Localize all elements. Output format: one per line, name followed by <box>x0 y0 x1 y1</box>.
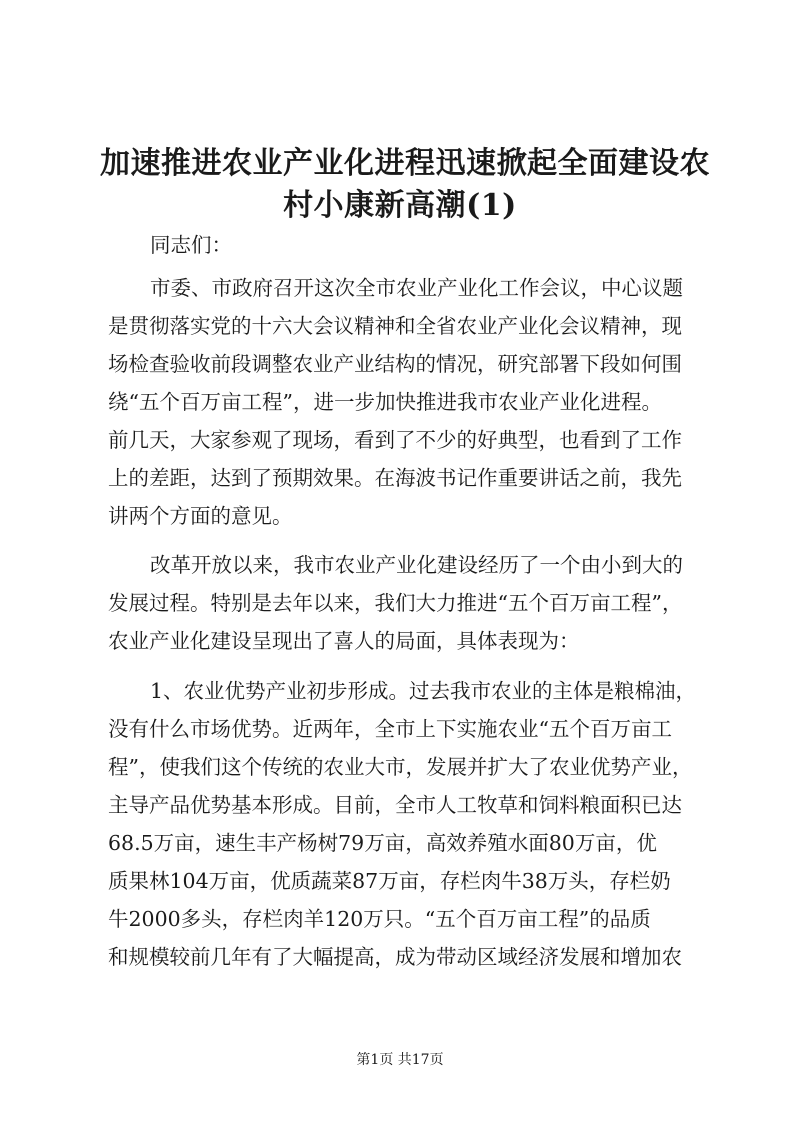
paragraph-1-line-1: 市委、市政府召开这次全市农业产业化工作会议，中心议题 <box>150 276 683 300</box>
paragraph-2-line-2: 发展过程。特别是去年以来，我们大力推进“五个百万亩工程”， <box>108 591 683 615</box>
paragraph-3-line-8: 和规模较前几年有了大幅提高，成为带动区域经济发展和增加农 <box>108 945 682 969</box>
paragraph-2-line-3: 农业产业化建设呈现出了喜人的局面，具体表现为： <box>108 629 580 653</box>
paragraph-1-line-5: 前几天，大家参观了现场，看到了不少的好典型，也看到了工作 <box>108 428 682 452</box>
paragraph-1-line-6: 上的差距，达到了预期效果。在海波书记作重要讲话之前，我先 <box>108 466 682 490</box>
paragraph-1-line-3: 场检查验收前段调整农业产业结构的情况，研究部署下段如何围 <box>108 352 682 376</box>
paragraph-2-line-1: 改革开放以来，我市农业产业化建设经历了一个由小到大的 <box>150 553 683 577</box>
paragraph-3-line-4: 主导产品优势基本形成。目前，全市人工牧草和饲料粮面积已达 <box>108 793 682 817</box>
salutation: 同志们： <box>150 233 232 257</box>
page-footer: 第1页 共17页 <box>356 1052 444 1068</box>
document-title-line-2: 村小康新高潮(1) <box>283 188 517 223</box>
paragraph-3-line-2: 没有什么市场优势。近两年，全市上下实施农业“五个百万亩工 <box>108 717 672 741</box>
paragraph-1-line-2: 是贯彻落实党的十六大会议精神和全省农业产业化会议精神，现 <box>108 314 682 338</box>
paragraph-1-line-4: 绕“五个百万亩工程”，进一步加快推进我市农业产业化进程。 <box>108 390 662 414</box>
document-title-line-1: 加速推进农业产业化进程迅速掀起全面建设农 <box>100 146 710 181</box>
paragraph-3-line-5: 68.5万亩，速生丰产杨树79万亩，高效养殖水面80万亩，优 <box>108 831 657 855</box>
paragraph-3-line-3: 程”，使我们这个传统的农业大市，发展并扩大了农业优势产业， <box>108 755 693 779</box>
paragraph-1-line-7: 讲两个方面的意见。 <box>108 504 293 528</box>
paragraph-3-line-7: 牛2000多头，存栏肉羊120万只。“五个百万亩工程”的品质 <box>108 907 651 931</box>
paragraph-3-line-1: 1、农业优势产业初步形成。过去我市农业的主体是粮棉油， <box>150 679 697 703</box>
paragraph-3-line-6: 质果林104万亩，优质蔬菜87万亩，存栏肉牛38万头，存栏奶 <box>108 869 671 893</box>
